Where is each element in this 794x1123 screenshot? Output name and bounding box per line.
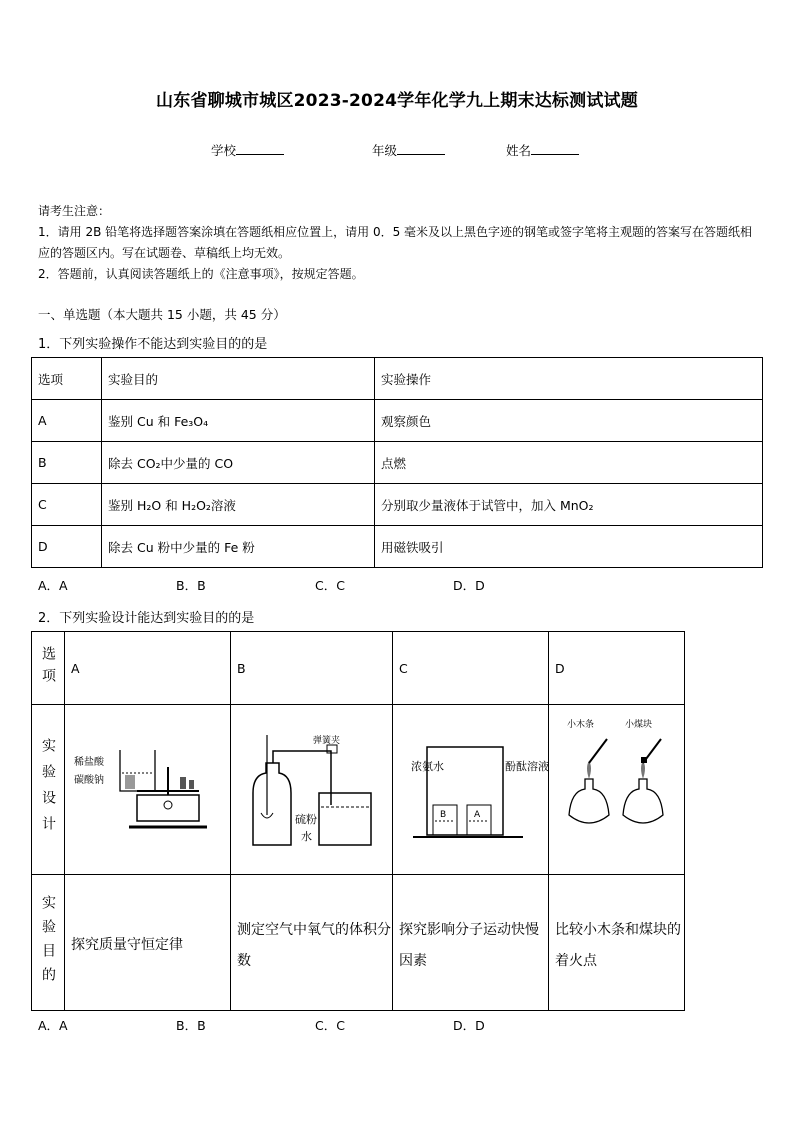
row-head-text: 选项: [40, 646, 56, 690]
choice-c[interactable]: C．C: [315, 578, 345, 593]
choice-c[interactable]: C．C: [315, 1018, 345, 1033]
header-cell: 实验目的: [102, 358, 375, 400]
operation-cell: 用磁铁吸引: [375, 526, 763, 568]
option-cell: B: [32, 442, 102, 484]
school-field[interactable]: [211, 141, 284, 159]
table-row: [32, 705, 685, 875]
purpose-cell: 探究质量守恒定律: [65, 875, 231, 1011]
school-blank[interactable]: [236, 142, 284, 155]
choice-d[interactable]: D．D: [453, 578, 485, 593]
grade-label: 年级: [372, 143, 398, 158]
notice: [38, 201, 763, 285]
table-header-row: [32, 358, 763, 400]
operation-cell: 点燃: [375, 442, 763, 484]
purpose-cell: 鉴别 H₂O 和 H₂O₂溶液: [102, 484, 375, 526]
grade-blank[interactable]: [397, 142, 445, 155]
question-1-table: [31, 357, 763, 568]
balance-figure: [65, 705, 230, 870]
oxygen-volume-figure: [231, 705, 392, 870]
label-coal-piece: 小煤块: [625, 720, 653, 730]
page-title: 山东省聊城市城区2023-2024学年化学九上期末达标测试试题: [156, 91, 638, 111]
notice-item: 2．答题前，认真阅读答题纸上的《注意事项》，按规定答题。: [38, 267, 364, 281]
label-beaker-b: B: [440, 810, 447, 820]
label-hydrochloric-acid: 稀盐酸: [74, 757, 104, 768]
question-2-table: [31, 631, 685, 1011]
label-beaker-a: A: [474, 810, 481, 820]
row-head-text: 实验目的: [40, 894, 56, 991]
label-sulfur-powder: 硫粉: [295, 813, 317, 826]
operation-cell: 分别取少量液体于试管中，加入 MnO₂: [375, 484, 763, 526]
purpose-cell: 鉴别 Cu 和 Fe₃O₄: [102, 400, 375, 442]
option-cell: D: [32, 526, 102, 568]
name-blank[interactable]: [531, 142, 579, 155]
label-spring-clamp: 弹簧夹: [313, 736, 341, 746]
section-heading: 一、单选题（本大题共 15 小题，共 45 分）: [38, 307, 286, 322]
choice-a[interactable]: A．A: [38, 578, 68, 593]
label-ammonia: 浓氨水: [411, 760, 444, 773]
table-row: [32, 526, 763, 568]
purpose-cell: 探究影响分子运动快慢因素: [393, 875, 549, 1011]
name-label: 姓名: [506, 143, 532, 158]
row-head-design: [32, 705, 65, 875]
question-2-stem: 2．下列实验设计能达到实验目的的是: [38, 611, 255, 626]
ignition-point-figure: [549, 705, 684, 870]
school-label: 学校: [211, 143, 237, 158]
option-cell: A: [32, 400, 102, 442]
label-sodium-carbonate: 碳酸钠: [74, 775, 104, 786]
notice-heading: 请考生注意：: [38, 204, 111, 218]
figure-d-cell: [549, 705, 685, 875]
header-cell: 实验操作: [375, 358, 763, 400]
name-field[interactable]: [506, 141, 579, 159]
choice-b[interactable]: B．B: [176, 578, 206, 593]
table-row: [32, 442, 763, 484]
purpose-cell: 除去 Cu 粉中少量的 Fe 粉: [102, 526, 375, 568]
row-head-text: 实验设计: [40, 737, 56, 842]
row-head-option: [32, 632, 65, 705]
label-phenolphthalein: 酚酞溶液: [505, 760, 548, 773]
figure-b-cell: [231, 705, 393, 875]
choice-d[interactable]: D．D: [453, 1018, 485, 1033]
option-cell: D: [549, 632, 685, 705]
label-water: 水: [301, 830, 312, 843]
table-row: [32, 875, 685, 1011]
purpose-cell: 除去 CO₂中少量的 CO: [102, 442, 375, 484]
option-cell: C: [393, 632, 549, 705]
table-row: [32, 400, 763, 442]
row-head-purpose: [32, 875, 65, 1011]
figure-a-cell: [65, 705, 231, 875]
header-cell: 选项: [32, 358, 102, 400]
option-cell: B: [231, 632, 393, 705]
table-row: [32, 484, 763, 526]
grade-field[interactable]: [372, 141, 445, 159]
operation-cell: 观察颜色: [375, 400, 763, 442]
figure-c-cell: [393, 705, 549, 875]
option-cell: A: [65, 632, 231, 705]
choice-b[interactable]: B．B: [176, 1018, 206, 1033]
option-cell: C: [32, 484, 102, 526]
choice-a[interactable]: A．A: [38, 1018, 68, 1033]
molecule-motion-figure: [393, 705, 548, 870]
label-wood-stick: 小木条: [567, 720, 595, 730]
notice-item: 1．请用 2B 铅笔将选择题答案涂填在答题纸相应位置上，请用 0．5 毫米及以上黑色字迹的钢笔或签字笔将主观题的答案写在答题纸相应的答题区内。写在试题卷、草稿纸上均无效。: [38, 225, 753, 260]
table-header-row: [32, 632, 685, 705]
purpose-cell: 测定空气中氧气的体积分数: [231, 875, 393, 1011]
purpose-cell: 比较小木条和煤块的着火点: [549, 875, 685, 1011]
question-1-stem: 1．下列实验操作不能达到实验目的的是: [38, 337, 268, 352]
